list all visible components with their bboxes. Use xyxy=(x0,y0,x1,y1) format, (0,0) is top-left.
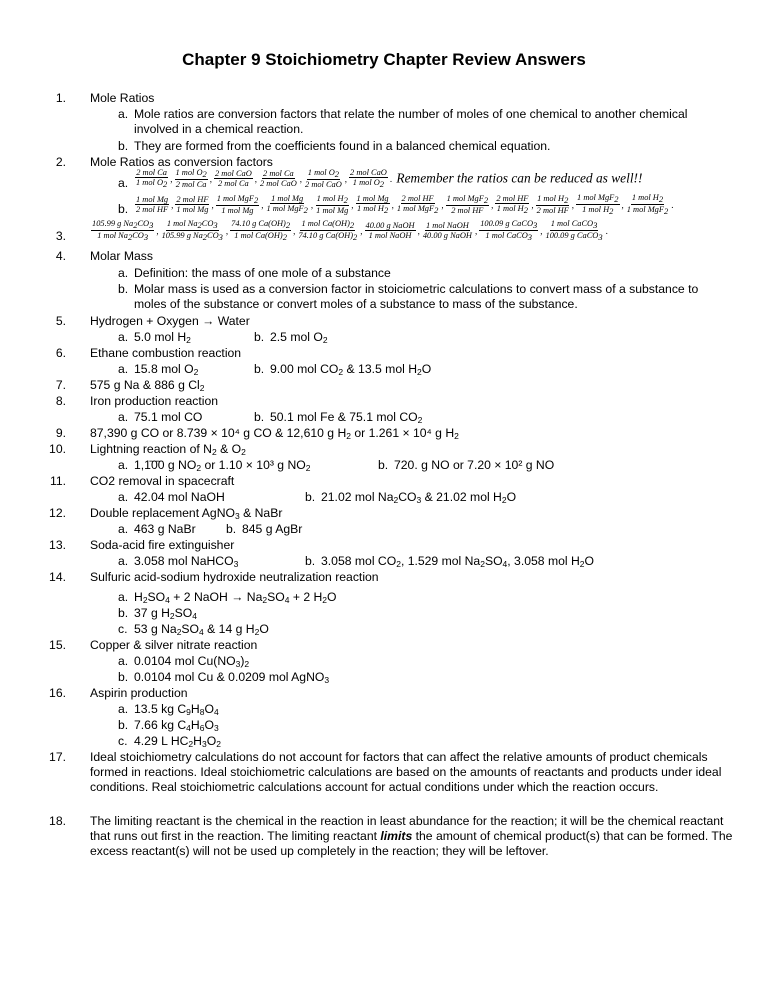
item-heading: Mole Ratios as conversion factors xyxy=(90,155,273,169)
factor-numerator: 1 mol Mg xyxy=(136,195,169,204)
conversion-factor xyxy=(91,219,154,242)
conversion-factor xyxy=(304,168,343,189)
separator: , xyxy=(299,173,303,184)
factor-numerator: 1 mol $Ca(OH)_2$ xyxy=(301,219,355,230)
sub-label: a. xyxy=(118,410,129,424)
item-heading: Hydrogen + Oxygen → Water xyxy=(90,314,250,328)
separator: , xyxy=(310,199,314,210)
molar-mass-factor-list xyxy=(90,219,609,242)
factor-numerator: 2 mol HF xyxy=(496,194,529,203)
item-number: 15. xyxy=(49,638,66,652)
factor-numerator: 105.99 g $Na_2CO_3$ xyxy=(92,219,154,230)
sub-answer: 5.0 mol $H_2$ xyxy=(134,330,191,345)
conversion-factor xyxy=(365,221,416,240)
sub-answer: They are formed from the coefficients found in a balanced chemical equation. xyxy=(134,139,551,153)
mole-ratio-list xyxy=(134,193,674,216)
factor-denominator: 1 mol $H_2$ xyxy=(582,205,614,216)
separator: . xyxy=(389,173,393,184)
factor-numerator: 1 mol MgF$_2$ xyxy=(216,194,259,205)
separator: , xyxy=(391,199,394,210)
conversion-factor xyxy=(259,169,298,188)
sub-answer: 463 g NaBr xyxy=(134,522,196,536)
sub-label: a. xyxy=(118,330,129,344)
conversion-factor xyxy=(216,194,259,215)
sub-answer: 13.5 kg $C_9H_8O_4$ xyxy=(134,702,219,717)
conversion-factor xyxy=(422,221,473,240)
sub-label: a. xyxy=(118,590,129,604)
separator: , xyxy=(491,199,494,210)
item-number: 13. xyxy=(49,538,66,552)
sub-label: b. xyxy=(118,670,129,684)
factor-denominator: 1 mol MgF$_2$ xyxy=(266,204,308,215)
sub-label: a. xyxy=(118,266,129,280)
sub-answer: 7.66 kg $C_4H_6O_3$ xyxy=(134,718,219,733)
sub-answer: 21.02 mol $Na_2CO_3$ & 21.02 mol $H_2O$ xyxy=(321,490,517,505)
item-answer: 575 g Na & 886 g $Cl_2$ xyxy=(90,378,205,393)
conversion-factor xyxy=(349,168,388,189)
sub-answer: 9.00 mol $CO_2$ & 13.5 mol $H_2O$ xyxy=(270,362,432,377)
factor-numerator: 2 mol Ca xyxy=(136,168,167,177)
sub-label: b. xyxy=(118,282,129,296)
answer-text: The limiting reactant is the chemical in the reaction in least abundance for the reaction; it will be the chemical reactant that runs out first in the reaction. The limiting reactant xyxy=(90,814,724,843)
page-title: Chapter 9 Stoichiometry Chapter Review Answers xyxy=(182,50,586,69)
factor-numerator: 1 mol MgF$_2$ xyxy=(577,193,619,204)
sub-answer: 75.1 mol CO xyxy=(134,410,203,424)
factor-numerator: 2 mol HF xyxy=(401,194,434,203)
sub-label: a. xyxy=(118,702,129,716)
factor-numerator: 1 mol Mg xyxy=(356,194,389,203)
sub-answer: 720. g NO or 7.20 × 10² g NO xyxy=(394,458,555,472)
separator: , xyxy=(441,199,444,210)
factor-numerator: 1 mol $O_2$ xyxy=(175,168,207,179)
factor-denominator: 2 mol CaO xyxy=(305,180,342,189)
factor-numerator: 2 mol CaO xyxy=(215,169,252,178)
conversion-factor xyxy=(495,194,529,215)
sub-answer: 845 g AgBr xyxy=(242,522,303,536)
factor-denominator: 1 mol CaCO$_3$ xyxy=(485,231,533,242)
separator: , xyxy=(531,199,534,210)
conversion-factor xyxy=(230,219,291,242)
factor-numerator: 1 mol NaOH xyxy=(425,221,469,230)
factor-denominator: 2 mol HF xyxy=(536,206,569,215)
factor-numerator: 2 mol CaO xyxy=(350,168,387,177)
factor-numerator: 1 mol CaCO$_3$ xyxy=(550,219,598,230)
sub-label: b. xyxy=(118,718,129,732)
item-number: 3. xyxy=(55,229,66,243)
factor-denominator: 2 mol CaO xyxy=(260,179,297,188)
item-number: 9. xyxy=(55,426,66,440)
sub-label: a. xyxy=(118,522,129,536)
reminder-note: Remember the ratios can be reduced as well!! xyxy=(393,170,643,186)
conversion-factor xyxy=(479,219,538,242)
factor-numerator: 100.09 g CaCO$_3$ xyxy=(480,219,538,230)
sub-label: c. xyxy=(118,734,128,748)
item-number: 5. xyxy=(55,314,66,328)
answer-text: the amount of chemical product(s) that can be formed. The excess reactant(s) will not be used up completely in the reaction; they will be leftover. xyxy=(90,829,733,858)
conversion-factor xyxy=(135,168,168,189)
separator: . xyxy=(605,225,608,236)
item-heading: Double replacement AgNO$_3$ & NaBr xyxy=(90,506,283,521)
item-heading: Copper & silver nitrate reaction xyxy=(90,638,258,652)
item-answer: Ideal stoichiometry calculations do not account for factors that can affect the relative amounts of product chemicals formed in reactions. Ideal stoichiometric calculations are based on the amounts of reactants and products under ideal conditions. Real stoichiometric calculations account for actual conditions under which the reaction occurs. xyxy=(90,750,722,794)
separator: , xyxy=(293,225,296,236)
item-number: 12. xyxy=(49,506,66,520)
sub-label: a. xyxy=(118,654,129,668)
item-number: 2. xyxy=(55,155,66,169)
sub-label: a. xyxy=(118,176,129,190)
item-number: 17. xyxy=(49,750,66,764)
conversion-factor xyxy=(536,194,570,215)
separator: , xyxy=(254,173,258,184)
factor-denominator: 1 mol $H_2$ xyxy=(496,204,528,215)
separator: , xyxy=(540,225,543,236)
sub-answer: 0.0104 mol $Cu(NO_3)_2$ xyxy=(134,654,250,669)
factor-denominator: 1 mol NaOH xyxy=(368,231,412,240)
sub-label: b. xyxy=(226,522,237,536)
sub-answer: 53 g $Na_2SO_4$ & 14 g $H_2O$ xyxy=(134,622,269,637)
separator: , xyxy=(571,199,575,210)
sub-label: b. xyxy=(305,490,316,504)
separator: , xyxy=(209,173,212,184)
sub-label: b. xyxy=(254,410,265,424)
factor-denominator: 40.00 g NaOH xyxy=(422,231,472,240)
item-number: 10. xyxy=(49,442,66,456)
factor-numerator: 40.00 g NaOH xyxy=(365,221,415,230)
factor-denominator: 1 mol $O_2$ xyxy=(136,178,168,189)
factor-numerator: 1 mol $H_2$ xyxy=(316,194,348,205)
sub-answer: 2.5 mol $O_2$ xyxy=(270,330,328,345)
item-number: 8. xyxy=(55,394,66,408)
sub-label: b. xyxy=(254,362,265,376)
separator: , xyxy=(417,225,420,236)
conversion-factor xyxy=(576,193,619,216)
sub-label: a. xyxy=(118,554,129,568)
item-answer xyxy=(90,814,740,859)
conversion-factor xyxy=(265,194,308,215)
factor-numerator: 74.10 g $Ca(OH)_2$ xyxy=(231,219,291,230)
sub-answer: 3.058 mol NaHCO$_3$ xyxy=(134,554,239,569)
factor-denominator: 1 mol $O_2$ xyxy=(352,178,385,189)
item-heading: Sulfuric acid-sodium hydroxide neutralization reaction xyxy=(90,570,379,584)
item-heading: CO2 removal in spacecraft xyxy=(90,474,235,488)
conversion-factor xyxy=(446,194,489,215)
separator: , xyxy=(351,199,354,210)
sub-label: b. xyxy=(118,606,129,620)
sub-answer: Definition: the mass of one mole of a substance xyxy=(134,266,391,280)
sub-answer: 15.8 mol $O_2$ xyxy=(134,362,199,377)
emphasis-word: limits xyxy=(380,829,413,843)
separator: , xyxy=(225,225,229,236)
item-number: 16. xyxy=(49,686,66,700)
item-heading: Molar Mass xyxy=(90,249,153,263)
conversion-factor xyxy=(626,193,669,216)
sub-answer: Mole ratios are conversion factors that relate the number of moles of one chemical to another chemical involved in a chemical reaction. xyxy=(134,107,688,136)
separator: , xyxy=(171,199,174,210)
item-answer: 87,390 g CO or 8.739 × 10⁴ g CO & 12,610 g $H_2$ or 1.261 × 10⁴ g $H_2$ xyxy=(90,426,459,441)
item-heading: Iron production reaction xyxy=(90,394,219,408)
separator: , xyxy=(170,173,173,184)
factor-denominator: 1 mol MgF$_2$ xyxy=(396,204,439,215)
conversion-factor xyxy=(545,219,604,242)
factor-numerator: 1 mol Mg xyxy=(271,194,304,203)
conversion-factor xyxy=(315,194,349,215)
factor-denominator: 1 mol $Na_2CO_3$ xyxy=(97,231,149,242)
sub-label: b. xyxy=(118,202,129,216)
factor-denominator: 1 mol MgF$_2$ xyxy=(626,205,669,216)
sub-label: b. xyxy=(305,554,316,568)
sub-label: b. xyxy=(254,330,265,344)
factor-numerator: 1 mol $H_2$ xyxy=(631,193,664,204)
sub-label: a. xyxy=(118,458,129,472)
item-number: 4. xyxy=(55,249,66,263)
sub-label: a. xyxy=(118,107,129,121)
item-number: 11. xyxy=(49,474,66,488)
conversion-factor xyxy=(161,219,224,242)
factor-numerator: 2 mol Ca xyxy=(263,169,294,178)
factor-denominator: 1 mol Mg xyxy=(176,205,209,214)
sub-answer: $H_2SO_4 + 2$ NaOH → $Na_2SO_4 + 2$ $H_2O$ xyxy=(134,590,337,605)
factor-denominator: 100.09 g CaCO$_3$ xyxy=(545,231,603,242)
conversion-factor xyxy=(356,194,390,215)
mole-ratio-list xyxy=(134,168,642,189)
conversion-factor xyxy=(297,219,358,242)
conversion-factor xyxy=(135,195,169,214)
factor-numerator: 2 mol HF xyxy=(176,195,209,204)
sub-answer: 3.058 mol $CO_2$, 1.529 mol $Na_2SO_4$, 3.058 mol $H_2O$ xyxy=(321,554,594,569)
factor-denominator: 2 mol HF xyxy=(136,205,169,214)
sub-answer: 42.04 mol NaOH xyxy=(134,490,225,504)
separator: , xyxy=(261,199,264,210)
item-number: 6. xyxy=(55,346,66,360)
factor-denominator: 2 mol HF xyxy=(451,206,484,215)
sub-answer: 4.29 L $HC_2H_3O_2$ xyxy=(134,734,221,749)
conversion-factor xyxy=(175,195,209,214)
factor-numerator: 1 mol $Na_2CO_3$ xyxy=(166,219,218,230)
conversion-factor xyxy=(214,169,253,188)
conversion-factor xyxy=(175,168,208,189)
factor-denominator: 2 mol Ca xyxy=(175,180,207,189)
separator: . xyxy=(671,199,674,210)
sub-answer: Molar mass is used as a conversion factor in stoiciometric calculations to convert mass of a substance to moles of the substance or convert moles of a substance to mass of the substance. xyxy=(134,282,699,311)
sub-label: b. xyxy=(118,139,129,153)
factor-denominator: 2 mol Ca xyxy=(218,179,249,188)
factor-denominator: 1 mol Mg xyxy=(221,206,254,215)
separator: , xyxy=(211,199,214,210)
sub-answer: 50.1 mol Fe & 75.1 mol $CO_2$ xyxy=(270,410,423,425)
factor-numerator: 1 mol $O_2$ xyxy=(307,168,340,179)
factor-denominator: 1 mol $H_2$ xyxy=(356,204,389,215)
item-number: 14. xyxy=(49,570,66,584)
factor-denominator: 1 mol $Ca(OH)_2$ xyxy=(234,231,287,242)
item-heading: Ethane combustion reaction xyxy=(90,346,242,360)
factor-denominator: 74.10 g $Ca(OH)_2$ xyxy=(298,231,358,242)
sub-label: c. xyxy=(118,622,128,636)
separator: , xyxy=(156,225,159,236)
factor-numerator: 1 mol $H_2$ xyxy=(537,194,569,205)
separator: , xyxy=(621,199,624,210)
sub-answer: 0.0104 mol Cu & 0.0209 mol AgNO$_3$ xyxy=(134,670,330,685)
sub-label: a. xyxy=(118,490,129,504)
item-number: 1. xyxy=(55,91,66,105)
separator: , xyxy=(344,173,348,184)
item-heading: Soda-acid fire extinguisher xyxy=(90,538,235,552)
factor-denominator: 105.99 g $Na_2CO_3$ xyxy=(161,231,223,242)
item-heading: Aspirin production xyxy=(90,686,188,700)
separator: , xyxy=(474,225,478,236)
factor-denominator: 1 mol Mg xyxy=(316,206,349,215)
item-heading: Lightning reaction of $N_2$ & $O_2$ xyxy=(90,442,246,457)
sub-answer: 1,1̄0̄0 g $NO_2$ or 1.10 × 10³ g $NO_2$ xyxy=(134,458,311,473)
item-heading: Mole Ratios xyxy=(90,91,155,105)
item-number: 7. xyxy=(55,378,66,392)
item-number: 18. xyxy=(49,814,66,828)
separator: , xyxy=(360,225,363,236)
sub-answer: 37 g $H_2SO_4$ xyxy=(134,606,197,621)
sub-label: a. xyxy=(118,362,129,376)
conversion-factor xyxy=(396,194,439,215)
sub-label: b. xyxy=(378,458,389,472)
factor-numerator: 1 mol MgF$_2$ xyxy=(446,194,489,205)
